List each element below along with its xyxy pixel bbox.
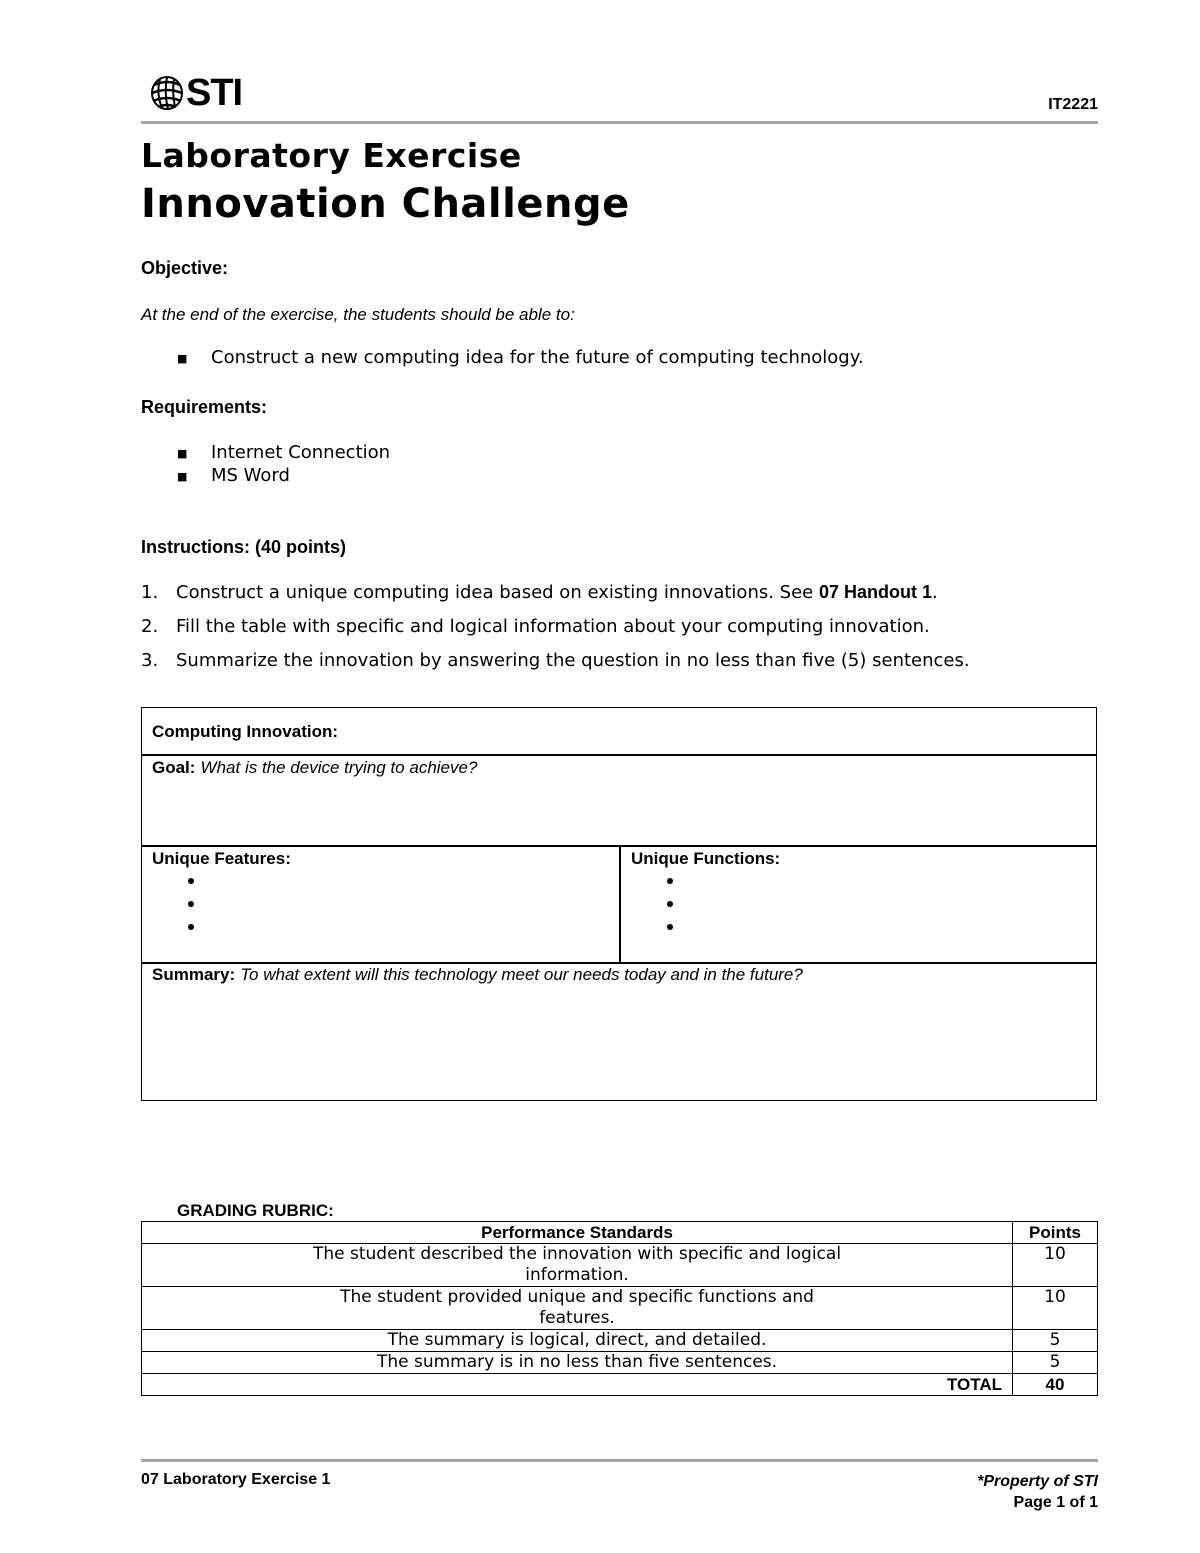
standard-cell xyxy=(142,1287,1013,1330)
logo-text: STI xyxy=(186,72,243,114)
instruction-item: Fill the table with specific and logical information about your computing innovation. xyxy=(176,616,930,637)
property-notice: *Property of STI xyxy=(977,1473,1098,1490)
objective-intro: At the end of the exercise, the students should be able to: xyxy=(141,305,575,324)
standard-line: The student provided unique and specific functions and xyxy=(340,1287,814,1307)
total-label: TOTAL xyxy=(142,1374,1013,1396)
page-number: Page 1 of 1 xyxy=(1013,1494,1098,1511)
instruction-item xyxy=(176,582,938,603)
table-row xyxy=(142,1287,1098,1330)
summary-label: Summary: xyxy=(152,965,236,984)
footer-right xyxy=(977,1471,1098,1513)
globe-icon xyxy=(150,75,184,111)
goal-label: Goal: xyxy=(152,758,196,777)
table-divider xyxy=(619,845,621,963)
list-number: 3. xyxy=(141,650,159,671)
summary-prompt: To what extent will this technology meet our needs today and in the future? xyxy=(240,965,803,984)
objective-heading: Objective: xyxy=(141,258,229,278)
table-row xyxy=(142,1352,1098,1374)
requirements-heading: Requirements: xyxy=(141,397,268,417)
footer-divider xyxy=(141,1459,1098,1462)
standard-cell xyxy=(142,1244,1013,1287)
standard-line: information. xyxy=(525,1265,629,1285)
points-cell: 10 xyxy=(1013,1287,1098,1330)
summary-cell[interactable] xyxy=(152,965,803,985)
standard-cell: The summary is in no less than five sentences. xyxy=(142,1352,1013,1374)
column-header-standards: Performance Standards xyxy=(142,1222,1013,1244)
points-cell: 10 xyxy=(1013,1244,1098,1287)
column-header-points: Points xyxy=(1013,1222,1098,1244)
goal-prompt: What is the device trying to achieve? xyxy=(200,758,478,777)
page-title: Laboratory Exercise xyxy=(141,136,522,175)
innovation-table xyxy=(141,707,1097,1101)
header-divider xyxy=(141,121,1098,124)
course-code: IT2221 xyxy=(1048,96,1098,113)
footer-document-name: 07 Laboratory Exercise 1 xyxy=(141,1471,331,1488)
requirement-item: Internet Connection xyxy=(211,442,391,463)
grading-rubric-table xyxy=(141,1221,1098,1396)
handout-reference: 07 Handout 1 xyxy=(818,582,932,602)
sti-logo xyxy=(150,72,242,114)
unique-features-label: Unique Features: xyxy=(152,849,291,868)
instruction-text-end: . xyxy=(932,582,938,603)
standard-cell: The summary is logical, direct, and detailed. xyxy=(142,1330,1013,1352)
table-header-row xyxy=(142,1222,1098,1244)
instruction-text: Construct a unique computing idea based on existing innovations. See xyxy=(176,582,819,603)
instruction-item: Summarize the innovation by answering the question in no less than five (5) sentences. xyxy=(176,650,970,671)
bullet-icon xyxy=(667,878,673,884)
points-cell: 5 xyxy=(1013,1352,1098,1374)
rubric-heading: GRADING RUBRIC: xyxy=(177,1201,334,1220)
bullet-icon: ■ xyxy=(177,470,188,483)
points-cell: 5 xyxy=(1013,1330,1098,1352)
bullet-icon xyxy=(188,901,194,907)
table-divider xyxy=(142,754,1096,756)
bullet-icon xyxy=(188,878,194,884)
bullet-icon: ■ xyxy=(177,447,188,460)
total-value: 40 xyxy=(1013,1374,1098,1396)
instructions-heading: Instructions: (40 points) xyxy=(141,537,347,557)
page-subtitle: Innovation Challenge xyxy=(141,181,630,227)
goal-cell[interactable] xyxy=(152,758,477,778)
list-number: 2. xyxy=(141,616,159,637)
bullet-icon xyxy=(188,924,194,930)
bullet-icon: ■ xyxy=(177,352,188,365)
bullet-icon xyxy=(667,901,673,907)
computing-innovation-label: Computing Innovation: xyxy=(152,722,339,741)
standard-line: features. xyxy=(539,1308,615,1328)
table-row xyxy=(142,1330,1098,1352)
unique-functions-label: Unique Functions: xyxy=(631,849,781,868)
requirement-item: MS Word xyxy=(211,465,290,486)
standard-line: The student described the innovation with specific and logical xyxy=(312,1244,842,1264)
table-row xyxy=(142,1244,1098,1287)
bullet-icon xyxy=(667,924,673,930)
list-number: 1. xyxy=(141,582,159,603)
objective-item: Construct a new computing idea for the future of computing technology. xyxy=(211,347,864,368)
total-row xyxy=(142,1374,1098,1396)
